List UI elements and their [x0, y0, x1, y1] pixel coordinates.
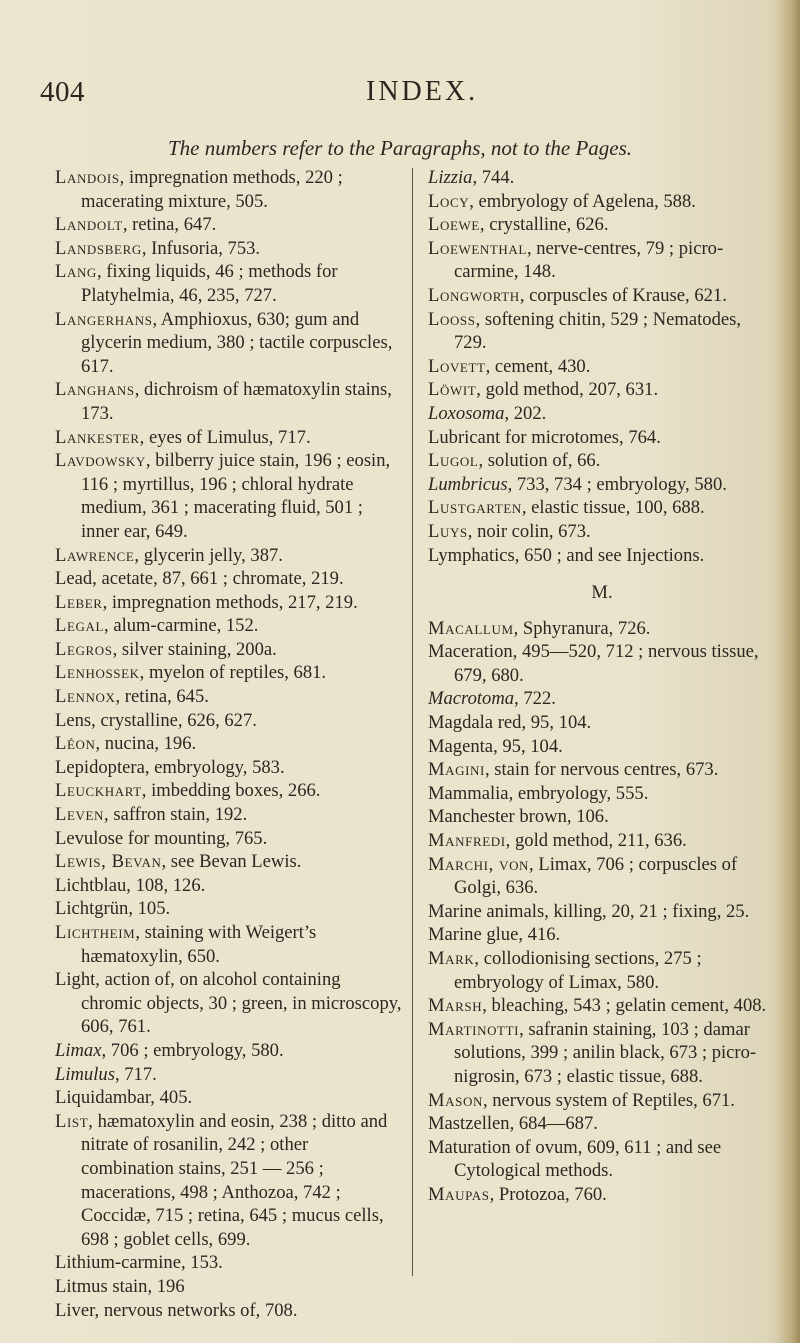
index-entry [428, 378, 776, 402]
entry-headword: Lymphatics [428, 544, 515, 566]
index-entry [55, 756, 405, 780]
index-entry [55, 166, 405, 213]
entry-headword: Lankester [55, 426, 140, 448]
entry-headword: Marine animals [428, 900, 545, 922]
entry-references: , retina, 647. [122, 214, 217, 236]
entry-headword: Macallum [428, 617, 514, 639]
entry-references: , solution of, 66. [478, 450, 601, 472]
index-entry [55, 732, 405, 756]
index-entry [55, 1063, 405, 1087]
index-entry [55, 638, 405, 662]
index-entry [428, 829, 776, 853]
entry-headword: Marchi, von [428, 853, 530, 875]
entry-references: , Sphyranura, 726. [513, 617, 651, 639]
index-entry [55, 661, 405, 685]
index-entry [55, 779, 405, 803]
entry-references: , Amphioxus, 630; gum and glycerin medium, 380 ; tactile corpuscles, 617. [81, 308, 393, 377]
entry-headword: Lichtblau [55, 874, 127, 896]
entry-headword: Landsberg [55, 237, 142, 259]
index-entry [55, 614, 405, 638]
index-entry [55, 1275, 405, 1299]
entry-headword: Mason [428, 1089, 483, 1111]
index-entry [428, 166, 776, 190]
entry-references: , noir colin, 673. [467, 520, 591, 542]
page-number: 404 [40, 76, 85, 108]
entry-references: , eyes of Limulus, 717. [139, 426, 311, 448]
entry-headword: Longworth [428, 284, 520, 306]
entry-headword: Maupas [428, 1183, 490, 1205]
index-entry [55, 921, 405, 968]
index-entry [428, 1112, 776, 1136]
entry-headword: Lumbricus [428, 473, 508, 495]
running-head: INDEX. [366, 76, 479, 107]
index-entry [428, 473, 776, 497]
entry-headword: Marine glue [428, 924, 519, 946]
index-entry [55, 1299, 405, 1323]
entry-references: , 202. [504, 402, 547, 424]
index-entry [428, 617, 776, 641]
entry-references: , elastic tissue, 100, 688. [521, 497, 705, 519]
index-entry [428, 805, 776, 829]
entry-headword: Liver [55, 1299, 95, 1321]
entry-references: , cement, 430. [485, 355, 591, 377]
entry-headword: Luys [428, 520, 468, 542]
entry-headword: Loewe [428, 214, 480, 236]
index-entry [55, 897, 405, 921]
entry-references: , gold method, 207, 631. [476, 379, 659, 401]
index-entry [428, 544, 776, 568]
entry-headword: Limax [55, 1039, 102, 1061]
entry-headword: Magini [428, 759, 485, 781]
index-entry [55, 567, 405, 591]
index-entry [428, 900, 776, 924]
index-entry [55, 1086, 405, 1110]
entry-references: , softening chitin, 529 ; Nematodes, 729. [454, 308, 742, 354]
entry-headword: Langerhans [55, 308, 153, 330]
entry-references: , killing, 20, 21 ; fixing, 25. [544, 900, 750, 922]
index-entry [428, 947, 776, 994]
entry-headword: Liquidambar [55, 1087, 151, 1109]
index-entry [55, 827, 405, 851]
index-entry [55, 709, 405, 733]
entry-references: , corpuscles of Krause, 621. [519, 284, 727, 306]
entry-references: , impregnation methods, 217, 219. [102, 591, 358, 613]
entry-references: , 105. [128, 898, 171, 920]
entry-headword: Lawrence [55, 544, 135, 566]
index-entry [428, 735, 776, 759]
entry-headword: Legros [55, 638, 113, 660]
entry-headword: Locy [428, 190, 470, 212]
entry-references: , saffron stain, 192. [104, 804, 248, 826]
entry-references: , 684—687. [509, 1113, 598, 1135]
entry-references: , hæmatoxylin and eosin, 238 ; ditto and nitrate of rosanilin, 242 ; other combination stains, 251 — 256 ; macerations, 498 ; Anthozoa, 742 ; Coccidæ, 715 ; retina, 645 ; mucus cells, 698 ; goblet cells, 699. [81, 1110, 388, 1250]
index-entry [428, 1183, 776, 1207]
index-entry [428, 402, 776, 426]
entry-references: , imbedding boxes, 266. [141, 780, 321, 802]
entry-headword: Macrotoma [428, 688, 515, 710]
index-entry [428, 284, 776, 308]
index-entry [428, 237, 776, 284]
entry-references: , 108, 126. [126, 874, 206, 896]
entry-references: , nervous networks of, 708. [94, 1299, 298, 1321]
index-entry [428, 687, 776, 711]
entry-headword: Leven [55, 804, 105, 826]
entry-headword: Langhans [55, 379, 135, 401]
index-entry [55, 685, 405, 709]
index-entry [428, 1136, 776, 1183]
entry-references: , myelon of reptiles, 681. [139, 662, 327, 684]
entry-references: , impregnation methods, 220 ; macerating mixture, 505. [81, 167, 343, 212]
entry-references: , acetate, 87, 661 ; chromate, 219. [92, 568, 344, 590]
index-entry [55, 308, 405, 379]
entry-headword: Lepidoptera [55, 756, 145, 778]
entry-headword: Maturation [428, 1136, 511, 1158]
entry-references: , collodionising sections, 275 ; embryology of Limax, 580. [454, 948, 702, 993]
index-entry [428, 1089, 776, 1113]
index-entry [428, 426, 776, 450]
entry-references: , 153. [180, 1252, 223, 1274]
entry-references: , dichroism of hæmatoxylin stains, 173. [81, 379, 392, 424]
index-entry [428, 923, 776, 947]
entry-headword: Looss [428, 308, 476, 330]
entry-references: , 196 [147, 1275, 185, 1297]
index-entry [55, 803, 405, 827]
index-entry [428, 449, 776, 473]
entry-references: of ovum, 609, 611 ; and see Cytological methods. [454, 1136, 722, 1182]
index-entry [428, 853, 776, 900]
index-entry [55, 449, 405, 543]
index-entry [428, 520, 776, 544]
entry-headword: Lugol [428, 450, 479, 472]
entry-references: , Protozoa, 760. [489, 1183, 607, 1205]
entry-references: , 95, 104. [521, 712, 592, 734]
index-entry [55, 378, 405, 425]
entry-headword: Lubricant [428, 426, 501, 448]
entry-references: , 495—520, 712 ; nervous tissue, 679, 680. [454, 641, 759, 686]
index-entry [428, 640, 776, 687]
index-note: The numbers refer to the Paragraphs, not to the Pages. [167, 136, 633, 160]
entry-references: , bilberry juice stain, 196 ; eosin, 116 ; myrtillus, 196 ; chloral hydrate medium, 361 ; macerating fluid, 501 ; inner ear, 649. [81, 450, 391, 542]
entry-headword: Mark [428, 948, 475, 969]
index-entry [55, 591, 405, 615]
entry-headword: Lovett [428, 355, 486, 377]
right-column [428, 166, 776, 1207]
entry-headword: Loewenthal [428, 237, 527, 259]
entry-headword: Lustgarten [428, 497, 522, 519]
entry-references: , 106. [566, 806, 609, 828]
entry-headword: Léon [55, 733, 96, 755]
entry-headword: Magenta [428, 735, 494, 757]
entry-headword: Mastzellen [428, 1113, 510, 1135]
entry-headword: Leuckhart [55, 780, 142, 802]
page-edge-shadow [778, 0, 800, 1343]
entry-headword: Lichtgrün [55, 898, 129, 920]
entry-references: , stain for nervous centres, 673. [484, 759, 719, 781]
entry-headword: Lead [55, 568, 93, 590]
entry-references: , nucina, 196. [95, 733, 197, 755]
entry-headword: Leber [55, 591, 103, 613]
entry-references: , 405. [150, 1087, 193, 1109]
index-entry [55, 426, 405, 450]
entry-references: , 706 ; embryology, 580. [101, 1039, 284, 1061]
entry-references: , 717. [114, 1063, 157, 1085]
entry-references: , Infusoria, 753. [141, 237, 261, 259]
entry-references: , fixing liquids, 46 ; methods for Platyhelmia, 46, 235, 727. [81, 261, 338, 306]
entry-headword: Litmus stain [55, 1275, 148, 1297]
entry-references: , crystalline, 626, 627. [91, 709, 257, 731]
entry-headword: Mammalia [428, 782, 509, 804]
index-entry [428, 994, 776, 1018]
entry-headword: Limulus [55, 1063, 115, 1085]
index-entry [428, 496, 776, 520]
entry-headword: Lewis, Bevan [55, 851, 162, 873]
right-column-m-entries [428, 617, 776, 1207]
entry-references: , action of, on alcohol containing chromic objects, 30 ; green, in microscopy, 606, 761. [81, 969, 402, 1038]
entry-references: , nerve-centres, 79 ; picro-carmine, 148. [454, 237, 724, 283]
entry-references: , silver staining, 200a. [112, 638, 277, 660]
entry-headword: Maceration [428, 641, 513, 663]
entry-headword: Light [55, 969, 96, 991]
entry-headword: Landois [55, 167, 120, 188]
index-entry [55, 874, 405, 898]
entry-headword: Martinotti [428, 1018, 520, 1040]
index-entry [428, 213, 776, 237]
entry-headword: Lang [55, 261, 97, 283]
entry-references: , bleaching, 543 ; gelatin cement, 408. [482, 995, 767, 1017]
entry-references: , crystalline, 626. [479, 214, 609, 236]
index-entry [55, 1110, 405, 1252]
entry-headword: Lavdowsky [55, 450, 146, 472]
index-entry [428, 711, 776, 735]
entry-headword: Magdala red [428, 712, 522, 734]
index-entry [55, 213, 405, 237]
entry-references: , 733, 734 ; embryology, 580. [507, 473, 727, 495]
entry-references: , 722. [514, 688, 556, 710]
entry-references: , staining with Weigert’s hæmatoxylin, 650. [81, 922, 317, 967]
entry-headword: Lens [55, 709, 92, 731]
index-entry [55, 260, 405, 307]
index-entry [55, 237, 405, 261]
entry-references: , 95, 104. [493, 735, 563, 757]
entry-headword: Loxosoma [428, 402, 505, 424]
entry-references: for mounting, 765. [123, 827, 268, 849]
entry-references: , 650 ; and see Injections. [514, 544, 705, 566]
entry-references: , embryology, 583. [144, 756, 285, 778]
column-divider [412, 168, 413, 1276]
index-entry [428, 782, 776, 806]
index-entry [55, 1251, 405, 1275]
index-entry [428, 1018, 776, 1089]
entry-headword: Lenhossek [55, 662, 140, 684]
entry-references: , 416. [518, 924, 561, 946]
entry-references: , gold method, 211, 636. [505, 830, 687, 852]
entry-headword: Manchester brown [428, 806, 567, 828]
index-entry [428, 190, 776, 214]
index-entry [428, 355, 776, 379]
entry-headword: Lizzia [428, 167, 473, 188]
entry-references: , see Bevan Lewis. [161, 851, 302, 873]
index-entry [428, 758, 776, 782]
entry-headword: Lithium-carmine [55, 1252, 181, 1274]
entry-headword: Lennox [55, 686, 116, 708]
entry-references: , Limax, 706 ; corpuscles of Golgi, 636. [454, 853, 738, 899]
right-column-l-entries [428, 166, 776, 567]
entry-headword: Levulose [55, 827, 124, 849]
entry-references: , embryology of Agelena, 588. [469, 190, 696, 212]
index-entry [428, 308, 776, 355]
page-header [0, 76, 800, 116]
entry-references: , glycerin jelly, 387. [134, 544, 283, 566]
entry-headword: Landolt [55, 214, 123, 236]
entry-references: , nervous system of Reptiles, 671. [482, 1089, 735, 1111]
entry-references: , retina, 645. [115, 686, 209, 708]
section-letter-heading: M. [591, 582, 613, 604]
index-entry [55, 968, 405, 1039]
entry-headword: Marsh [428, 995, 483, 1017]
index-entry [55, 850, 405, 874]
entry-references: , embryology, 555. [508, 782, 649, 804]
index-entry [55, 1039, 405, 1063]
entry-headword: Manfredi [428, 830, 506, 852]
entry-references: , safranin staining, 103 ; damar solutions, 399 ; anilin black, 673 ; picro-nigrosin, 673 ; elastic tissue, 688. [454, 1018, 757, 1087]
entry-headword: Legal [55, 615, 105, 637]
entry-references: for microtomes, 764. [500, 426, 661, 448]
left-column [55, 166, 405, 1322]
index-entry [55, 544, 405, 568]
entry-headword: Lichtheim [55, 922, 136, 943]
entry-headword: List [55, 1110, 89, 1132]
entry-headword: Löwit [428, 379, 477, 401]
entry-references: , alum-carmine, 152. [104, 615, 259, 637]
entry-references: , 744. [472, 167, 515, 188]
